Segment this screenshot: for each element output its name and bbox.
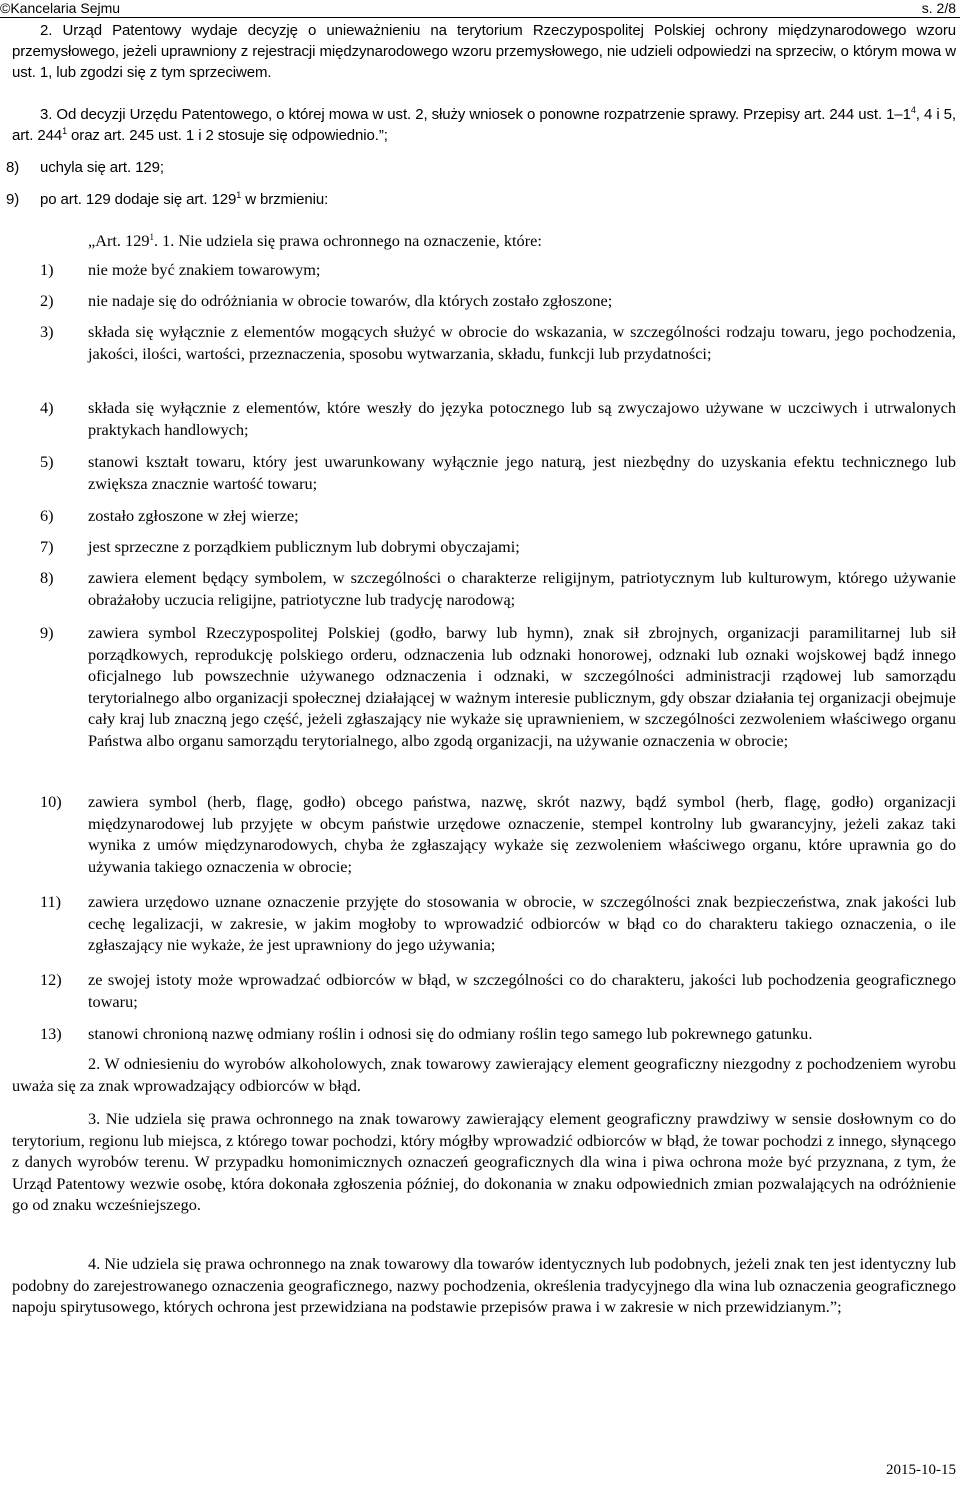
list-item (40, 290, 956, 312)
item-text: jest sprzeczne z porządkiem publicznym lub dobrymi obyczajami; (88, 537, 520, 556)
amendment-point-8 (6, 157, 164, 178)
article-paragraph-3: 3. Nie udziela się prawa ochronnego na znak towarowy zawierający element geograficzny prawdziwy w sensie dosłownym co do terytorium, regionu lub miejsca, z którego towar pochodzi, który mógłby wprowadzić odbiorców w błąd, że towar pochodzi z innego, słynącego z danych wyrobów terenu. W przypadku homonimicznych oznaczeń geograficznych dla wina i piwa ochrona może być przyznana, z tym, że Urząd Patentowy wezwie osobę, która dokonała zgłoszenia później, do dokonania w znaku odpowiednich zmian pozwalających na odróżnienie go od znaku wcześniejszego. (12, 1109, 956, 1215)
item-text: zawiera urzędowo uznane oznaczenie przyjęte do stosowania w obrocie, w szczególności znak bezpieczeństwa, znak jakości lub cechę legalizacji, w zakresie, w jakim mogłoby to wprowadzić odbiorców w błąd co do charakteru takiego oznaczenia, o ile zgłaszający nie wykaże, że jest uprawniony do jego używania; (88, 892, 956, 955)
amendment-text: uchyla się art. 129; (40, 159, 164, 176)
item-number: 3) (40, 322, 54, 341)
list-item (40, 791, 956, 877)
list-item (40, 505, 956, 527)
superscript: 4 (910, 105, 916, 115)
header-page-number: s. 2/8 (921, 0, 956, 16)
superscript: 1 (236, 190, 242, 200)
list-item (40, 567, 956, 610)
amendment-text (40, 189, 328, 210)
list-item (40, 891, 956, 956)
page-header (0, 0, 960, 16)
article-lead-text: . 1. Nie udziela się prawa ochronnego na oznaczenie, które: (154, 231, 542, 250)
item-number: 10) (40, 792, 62, 811)
amendment-text-part: w brzmieniu: (241, 191, 329, 208)
item-number: 7) (40, 537, 54, 556)
item-number: 2) (40, 291, 54, 310)
article-paragraph-2: 2. W odniesieniu do wyrobów alkoholowych, znak towarowy zawierający element geograficzny niezgodny z pochodzeniem wyrobu uważa się za znak wprowadzający odbiorców w błąd. (12, 1054, 956, 1095)
item-number: 13) (40, 1024, 62, 1043)
item-number: 6) (40, 506, 54, 525)
list-item (40, 397, 956, 440)
amendment-point-9 (6, 189, 329, 210)
item-text: składa się wyłącznie z elementów, które weszły do języka potocznego lub są zwyczajowo używane w uczciwych i utrwalonych praktykach handlowych; (88, 398, 956, 439)
item-text: zawiera symbol (herb, flagę, godło) obcego państwa, nazwę, skrót nazwy, bądź symbol (herb, flagę, godło) organizacji międzynarodowej lub przyjęte w obcym państwie urzędowe oznaczenie, stempel kontrolny lub gwarancyjny, jeżeli zakaz taki wynika z umów międzynarodowych, chyba że zgłaszający wykaże się zezwoleniem właściwego organu, które uprawnia go do używania takiego oznaczenia w obrocie; (88, 792, 956, 876)
item-number: 12) (40, 970, 62, 989)
item-number: 9) (40, 623, 54, 642)
item-number: 1) (40, 260, 54, 279)
amendment-number: 9) (6, 191, 20, 208)
item-text: nie może być znakiem towarowym; (88, 260, 321, 279)
header-source: ©Kancelaria Sejmu (0, 0, 121, 16)
footer-date: 2015-10-15 (886, 1462, 956, 1478)
list-item (40, 969, 956, 1012)
superscript: 1 (62, 126, 67, 136)
article-heading (88, 230, 542, 252)
item-text: nie nadaje się do odróżniania w obrocie towarów, dla których zostało zgłoszone; (88, 291, 613, 310)
paragraph-2: 2. Urząd Patentowy wydaje decyzję o unieważnieniu na terytorium Rzeczypospolitej Polskiej ochrony międzynarodowego wzoru przemysłowego, jeżeli uprawniony z rejestracji międzynarodowego wzoru przemysłowego, nie udzieli odpowiedzi na sprzeciw, o którym mowa w ust. 1, lub zgodzi się z tym sprzeciwem. (12, 22, 956, 81)
list-item (40, 622, 956, 752)
item-number: 8) (40, 568, 54, 587)
article-paragraph-4: 4. Nie udziela się prawa ochronnego na znak towarowy dla towarów identycznych lub podobnych, jeżeli znak ten jest identyczny lub podobny do zarejestrowanego oznaczenia geograficznego, nazwy pochodzenia, określenia tradycyjnego dla wina lub oznaczenia geograficznego napoju spirytusowego, których ochrona jest przewidziana na podstawie przepisów prawa i w zakresie w nich przewidzianym.”; (12, 1254, 956, 1317)
header-rule (0, 17, 960, 18)
list-item (40, 1023, 956, 1045)
superscript: 1 (149, 232, 154, 242)
list-item (40, 451, 956, 494)
item-number: 4) (40, 398, 54, 417)
item-text: składa się wyłącznie z elementów mogących służyć w obrocie do wskazania, w szczególności rodzaju towaru, jego pochodzenia, jakości, ilości, wartości, przeznaczenia, sposobu wytwarzania, składu, funkcji lub przydatności; (88, 322, 956, 363)
paragraph-3 (12, 104, 956, 146)
paragraph-3-text: 3. Od decyzji Urzędu Patentowego, o której mowa w ust. 2, służy wniosek o ponowne rozpatrzenie sprawy. Przepisy art. 244 ust. 1–1 (40, 106, 911, 123)
item-text: ze swojej istoty może wprowadzać odbiorców w błąd, w szczególności co do charakteru, jakości lub pochodzenia geograficznego towaru; (88, 970, 956, 1011)
article-number: „Art. 129 (88, 231, 150, 250)
item-text: stanowi kształt towaru, który jest uwarunkowany wyłącznie jego naturą, jest niezbędny do uzyskania efektu technicznego lub zwiększa znacznie wartość towaru; (88, 452, 956, 493)
list-item (40, 321, 956, 364)
item-text: zostało zgłoszone w złej wierze; (88, 506, 299, 525)
item-number: 5) (40, 452, 54, 471)
paragraph-3-text-end: oraz art. 245 ust. 1 i 2 stosuje się odpowiednio.”; (66, 127, 388, 144)
list-item (40, 259, 956, 281)
item-text: zawiera symbol Rzeczypospolitej Polskiej (godło, barwy lub hymn), znak sił zbrojnych, organizacji paramilitarnej lub sił porządkowych, reprodukcję polskiego orderu, odznaczenia lub odznaki honorowej, odznaki lub oznaki wojskowej bądź innego oficjalnego lub powszechnie używanego odznaczenia i odznaki, w szczególności administracji rządowej lub samorządu terytorialnego albo organizacji społecznej działającej w ważnym interesie publicznym, gdy obszar działania tej organizacji obejmuje cały kraj lub znaczną jego część, jeżeli zgłaszający nie wykaże się uprawnieniem, w szczególności zezwoleniem właściwego organu Państwa albo organu samorządu terytorialnego, albo zgodą organizacji, na używanie oznaczenia w obrocie; (88, 623, 956, 750)
item-text: zawiera element będący symbolem, w szczególności o charakterze religijnym, patriotycznym lub kulturowym, którego używanie obrażałoby uczucia religijne, patriotyczne lub tradycję narodową; (88, 568, 956, 609)
item-number: 11) (40, 892, 62, 911)
amendment-text-part: po art. 129 dodaje się art. 129 (40, 191, 237, 208)
amendment-number: 8) (6, 159, 20, 176)
list-item (40, 536, 956, 558)
paragraph-3-text-mid: , 4 i 5, art. 244 (12, 106, 956, 144)
item-text: stanowi chronioną nazwę odmiany roślin i odnosi się do odmiany roślin tego samego lub pokrewnego gatunku. (88, 1024, 813, 1043)
